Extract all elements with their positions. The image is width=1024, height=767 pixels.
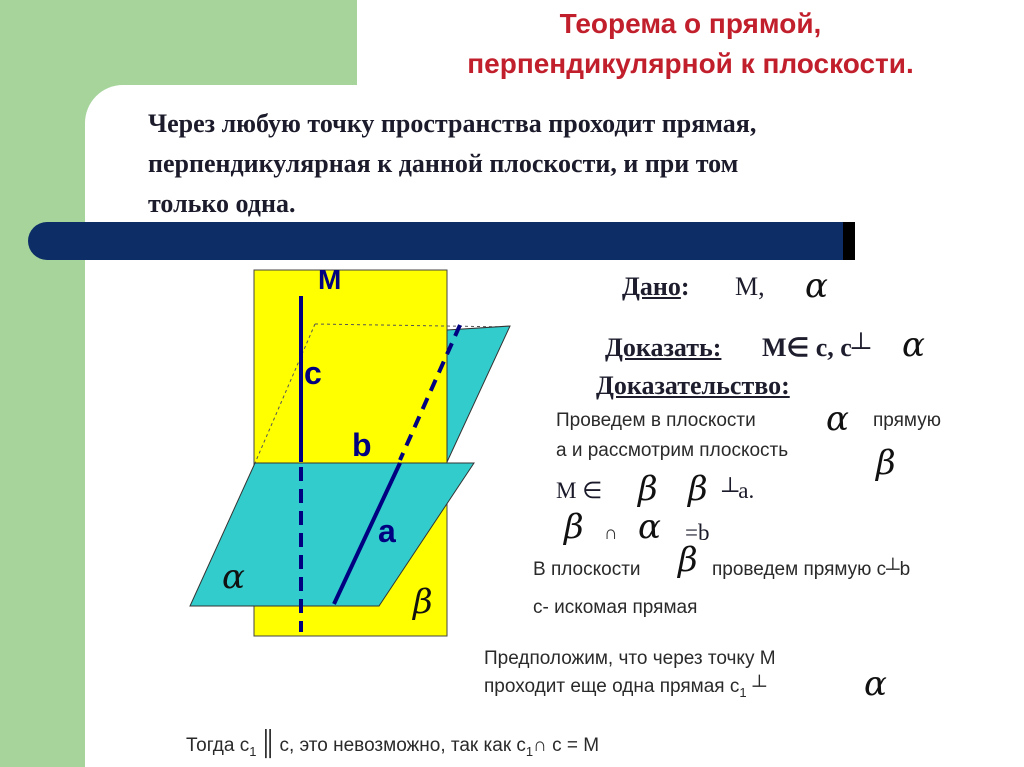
- proof-step-3-beta-2: β: [688, 469, 708, 509]
- proof-step-8: [484, 676, 766, 700]
- prove-alpha: α: [902, 325, 925, 365]
- proof-step-8-perp: ┴: [752, 676, 767, 697]
- proof-step-3-beta-1: β: [638, 469, 658, 509]
- label-plane-alpha: α: [222, 557, 245, 597]
- title-line-2: перпендикулярной к плоскости.: [467, 48, 914, 79]
- prove-label: Доказать:: [605, 333, 722, 362]
- proof-step-9-subscript-2: 1: [525, 743, 534, 759]
- proof-step-8-text: проходит еще одна прямая с: [484, 676, 740, 697]
- theorem-line-3: только одна.: [148, 189, 296, 218]
- proof-step-9-parallel: ║: [259, 730, 277, 757]
- theorem-line-1: Через любую точку пространства проходит прямая,: [148, 109, 757, 138]
- given-label-text: Дано: [622, 272, 681, 301]
- proof-step-9-text-a: Тогда с: [186, 735, 250, 756]
- proof-step-5-beta: β: [678, 540, 698, 580]
- title-line-1: Теорема о прямой,: [559, 8, 822, 39]
- given-value: M,: [735, 272, 765, 301]
- proof-step-1a: Проведем в плоскости: [556, 410, 756, 431]
- proof-step-3a: M ∈: [556, 478, 603, 503]
- prove-value: M∈ c, c┴: [762, 333, 871, 362]
- theorem-line-2: перпендикулярная к данной плоскости, и при том: [148, 149, 739, 178]
- proof-step-5b: проведем прямую с┴b: [712, 559, 911, 580]
- proof-step-6: с- искомая прямая: [533, 597, 698, 618]
- label-line-c: c: [304, 355, 322, 391]
- proof-step-4-cap: ∩: [604, 523, 618, 544]
- proof-step-1b: прямую: [873, 410, 941, 431]
- given-label-colon: :: [680, 272, 690, 301]
- label-line-a: a: [378, 513, 396, 549]
- given-label: [622, 272, 690, 302]
- proof-step-3b: ┴a.: [722, 478, 755, 503]
- proof-step-9-text-c: ∩ с = М: [533, 735, 600, 756]
- label-point-M: M: [318, 264, 342, 295]
- proof-step-1-alpha: α: [826, 399, 849, 439]
- label-plane-beta: β: [413, 582, 433, 622]
- proof-step-9-subscript-1: 1: [249, 743, 257, 759]
- proof-step-5a: В плоскости: [533, 559, 641, 580]
- proof-step-2-beta: β: [876, 443, 896, 483]
- given-alpha: α: [805, 266, 828, 306]
- proof-step-9-text-b: с, это невозможно, так как с: [279, 735, 526, 756]
- proof-step-2: а и рассмотрим плоскость: [556, 440, 789, 461]
- proof-step-8-subscript: 1: [739, 684, 747, 700]
- proof-step-8-alpha: α: [864, 664, 887, 704]
- proof-step-4-beta: β: [564, 507, 584, 547]
- proof-step-4-alpha: α: [638, 507, 661, 547]
- proof-heading: Доказательство:: [596, 371, 790, 400]
- proof-step-7: Предположим, что через точку М: [484, 648, 776, 669]
- proof-step-9: [186, 730, 599, 759]
- proof-step-4b: =b: [685, 520, 710, 545]
- label-line-b: b: [352, 427, 372, 463]
- plane-alpha-back: [447, 326, 510, 462]
